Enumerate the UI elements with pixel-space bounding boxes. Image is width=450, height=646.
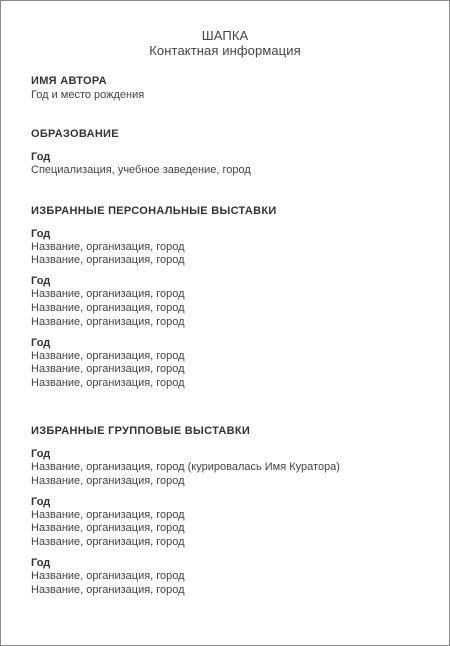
entry-year: Год <box>31 556 51 569</box>
personal-exhibition-entry <box>31 274 431 329</box>
entry-line: Название, организация, город <box>31 536 185 549</box>
entry-line: Специализация, учебное заведение, город <box>31 163 251 176</box>
section-group-exhibitions <box>31 424 431 598</box>
entry-year: Год <box>31 275 51 288</box>
entry-year: Год <box>31 336 51 349</box>
entry-line: Название, организация, город <box>31 315 185 328</box>
entry-year: Год <box>31 447 51 460</box>
entry-line: Название, организация, город <box>31 569 185 582</box>
header-title: ШАПКА <box>201 28 249 43</box>
education-entry <box>31 150 431 178</box>
section-title-personal-exhibitions: ИЗБРАННЫЕ ПЕРСОНАЛЬНЫЕ ВЫСТАВКИ <box>31 204 277 217</box>
section-personal-exhibitions <box>31 204 431 391</box>
entry-line: Название, организация, город <box>31 508 185 521</box>
entry-line: Название, организация, город <box>31 363 185 376</box>
author-birth: Год и место рождения <box>31 89 145 101</box>
group-exhibition-entry <box>31 447 431 489</box>
entry-year: Год <box>31 150 51 163</box>
entry-year: Год <box>31 227 51 240</box>
personal-exhibition-entry <box>31 336 431 391</box>
section-education <box>31 127 431 178</box>
entry-line: Название, организация, город <box>31 240 185 253</box>
entry-line: Название, организация, город <box>31 474 185 487</box>
entry-line: Название, организация, город <box>31 522 185 535</box>
group-exhibition-entry <box>31 556 431 598</box>
personal-exhibition-entry <box>31 227 431 269</box>
author-name: ИМЯ АВТОРА <box>31 75 107 87</box>
entry-line: Название, организация, город <box>31 288 185 301</box>
cv-content <box>31 73 431 598</box>
section-title-education: ОБРАЗОВАНИЕ <box>31 127 119 140</box>
section-title-group-exhibitions: ИЗБРАННЫЕ ГРУППОВЫЕ ВЫСТАВКИ <box>31 424 251 437</box>
entry-line: Название, организация, город <box>31 583 185 596</box>
entry-line: Название, организация, город <box>31 301 185 314</box>
entry-line: Название, организация, город <box>31 254 185 267</box>
entry-line: Название, организация, город <box>31 377 185 390</box>
group-exhibition-entry <box>31 495 431 550</box>
entry-line: Название, организация, город <box>31 349 185 362</box>
header-subtitle: Контактная информация <box>149 43 301 58</box>
entry-line: Название, организация, город (курировалась Имя Куратора) <box>31 460 340 473</box>
entry-year: Год <box>31 495 51 508</box>
